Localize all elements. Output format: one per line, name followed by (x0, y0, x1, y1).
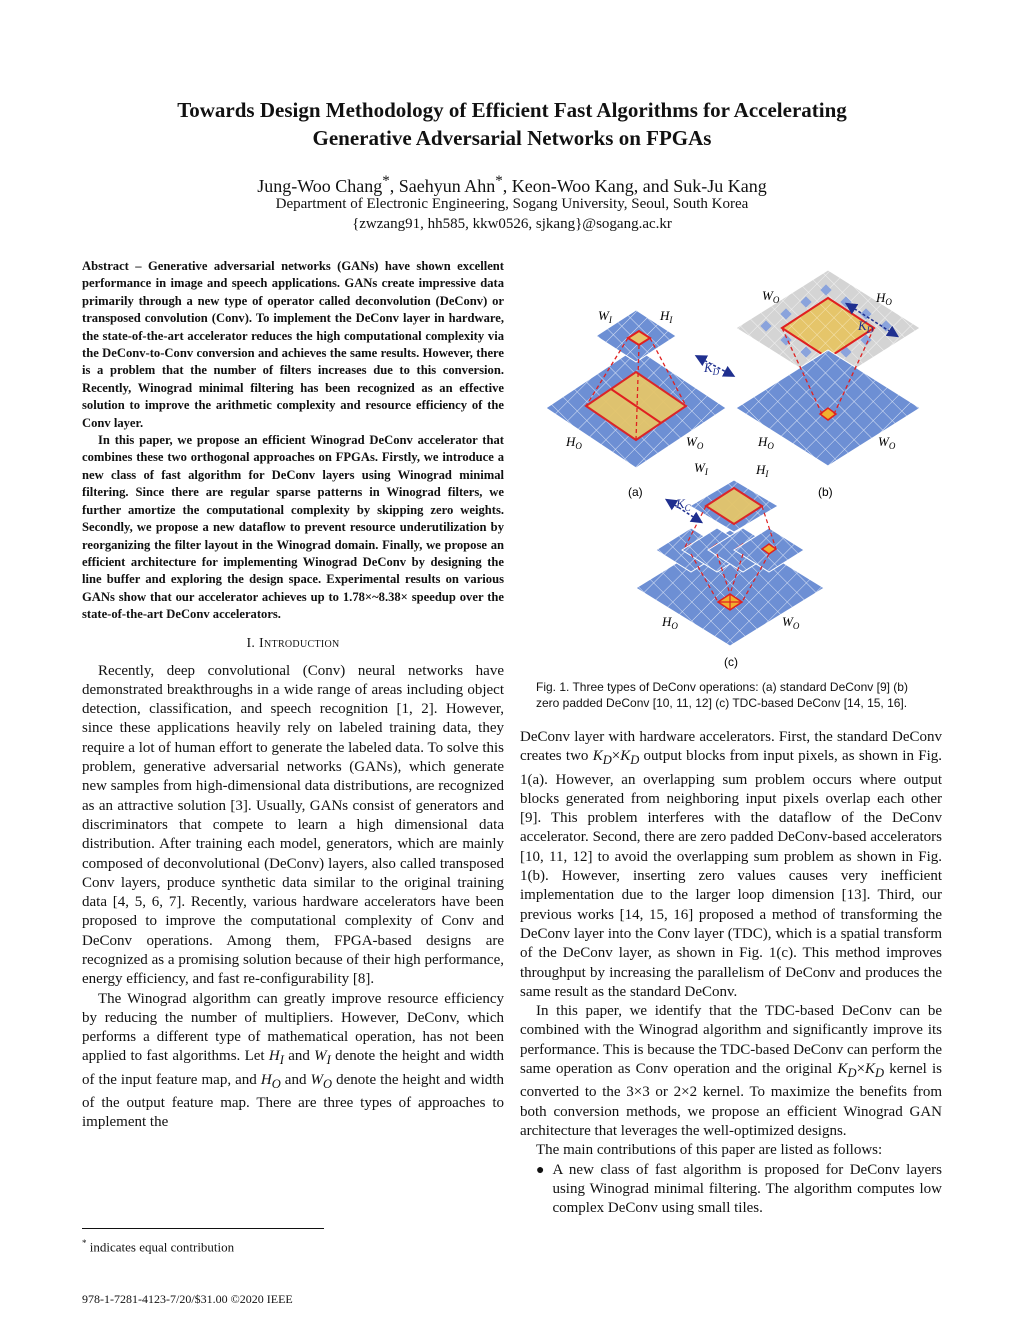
label-b-kd: $K_D$ (858, 318, 874, 335)
intro-paragraph-1: Recently, deep convolutional (Conv) neural networks have demonstrated breakthroughs in a wide range of areas including object detection, classification, and speech recognition [1, 2]. However, since these applications heavily rely on labeled training data, they require a lot of human effort to generate the labeled data. To solve this problem, generative adversarial networks (GANs), which generate new samples from high-dimensional data distributions, are recognized as an attractive solution [3]. Usually, GANs consist of generators and discriminators that compete to learn a high dimensional data distribution. After training each model, generators, which are mainly composed of deconvolutional (DeConv) layers, also called transposed Conv layers, produce synthetic data similar to the original training data [4, 5, 6, 7]. Recently, various hardware accelerators have been proposed to improve the computational complexity of Conv and DeConv operations. Among them, FPGA-based designs are recognized as a promising solution because of their high performance, energy efficiency, and fast re-configurability [8]. (82, 662, 504, 988)
right-paragraph-1 (520, 728, 942, 1002)
fig-panel-c (636, 460, 824, 669)
intro-p2-text-d: and (280, 1071, 311, 1088)
author-2: Saehyun Ahn (398, 176, 496, 196)
intro-p2-text-c: denote the height and width of the input feature map, and (82, 1048, 504, 1088)
intro-p2-text-a: The Winograd algorithm can greatly improve resource efficiency by reducing the number of multipliers. However, DeConv, which performs a different type of mathematical operation, has not been applied to fast algorithms. Let (82, 990, 504, 1065)
title-line-2: Generative Adversarial Networks on FPGAs (312, 126, 712, 150)
symbol-k: K (837, 1061, 848, 1078)
figure-1-caption: Fig. 1. Three types of DeConv operations: (a) standard DeConv [9] (b) zero padded DeConv [10, 11, 12] (c) TDC-based DeConv [14, 15, 16]. (536, 680, 908, 710)
symbol-k: K (592, 748, 603, 765)
left-column (82, 258, 504, 1133)
times-sign: × (611, 748, 621, 765)
label-b-wo2: $W_O$ (878, 434, 896, 451)
symbol-k: K (620, 748, 631, 765)
label-a-ho: $H_O$ (566, 434, 582, 451)
figure-1 (520, 258, 944, 678)
contribution-bullet-1 (520, 1161, 942, 1219)
equal-contribution-mark-1: * (382, 173, 390, 189)
symbol-sub: D (875, 1066, 885, 1081)
label-c-kc: $K_C$ (676, 496, 691, 513)
label-c-wo: $W_O$ (782, 614, 800, 631)
label-c-hi: $H_I$ (756, 462, 769, 479)
footnote (82, 1238, 234, 1255)
symbol-sub: D (630, 753, 640, 768)
symbol-w: W (314, 1048, 327, 1065)
footnote-divider (82, 1228, 324, 1229)
label-c-ho: $H_O$ (662, 614, 678, 631)
label-c-wi: $W_I$ (694, 460, 708, 477)
right-column (520, 728, 942, 1218)
symbol-h: H (260, 1071, 272, 1088)
label-a-wo: $W_O$ (686, 434, 704, 451)
abstract (82, 258, 504, 624)
paper-title (80, 96, 944, 152)
panel-a-tag: (a) (628, 485, 643, 499)
bullet-dot-icon: ● (536, 1162, 545, 1178)
right-p1-text-b: output blocks from input pixels, as shown in Fig. 1(a). However, an overlapping sum problem occurs where output blocks generated from neighboring input pixels overlap each other [9]. This problem interferes with the dataflow of the DeConv accelerator. Second, there are zero padded DeConv-based accelerators [10, 11, 12] to avoid the overlapping sum problem as shown in Fig. 1(b). However, inserting zero values causes very inefficient implementation due to the larger loop dimension [13]. Third, our previous works [14, 15, 16] proposed a method of transforming the DeConv layer into the Conv layer (TDC), which is a spatial transform of the DeConv layer, as shown in Fig. 1(c). This method improves throughput by increasing the parallelism of DeConv and produces the same result as the standard DeConv. (520, 748, 942, 1000)
label-a-hi: $H_I$ (660, 308, 673, 325)
symbol-sub: O (271, 1076, 281, 1091)
introduction-text (82, 662, 504, 1133)
right-column-text (520, 728, 942, 1218)
copyright-notice: 978-1-7281-4123-7/20/$31.00 ©2020 IEEE (82, 1292, 293, 1306)
author-list (80, 170, 944, 197)
symbol-h: H (268, 1048, 280, 1065)
symbol-w: W (310, 1071, 324, 1088)
equal-contribution-mark-2: * (495, 173, 503, 189)
figure-1-diagram (520, 258, 944, 678)
label-b-ho: $H_O$ (876, 290, 892, 307)
symbol-sub: D (602, 753, 612, 768)
symbol-sub: D (847, 1066, 857, 1081)
intro-p2-text-b: and (283, 1048, 315, 1065)
label-b-ho2: $H_O$ (758, 434, 774, 451)
footnote-text: indicates equal contribution (86, 1239, 235, 1255)
right-p2-text-a: In this paper, we identify that the TDC-based DeConv can be combined with the Winograd algorithm and significantly improve its performance. This is because the TDC-based DeConv can perform the same operation as Conv operation and the original (520, 1003, 942, 1078)
panel-c-tag: (c) (724, 655, 738, 669)
footnote-mark: * (82, 1238, 87, 1248)
section-title: Introduction (259, 635, 340, 651)
bullet-1-text: A new class of fast algorithm is proposed for DeConv layers using Winograd minimal filtering. The algorithm computes low complex DeConv using small tiles. (552, 1161, 942, 1217)
abstract-paragraph-2: In this paper, we propose an efficient Winograd DeConv accelerator that combines these two orthogonal approaches on FPGAs. Firstly, we introduce a new class of fast algorithm for DeConv layers using Winograd minimal filtering. Since there are regular sparse patterns in Winograd filters, we further amortize the computational complexity by skipping zero weights. Secondly, we propose a new dataflow to prevent resource underutilization by reorganizing the filter layout in the Winograd domain. Finally, we propose an efficient architecture for implementing Winograd DeConv by designing the line buffer and exploring the design space. Experimental results on various GANs show that our accelerator achieves up to 1.78×~8.38× speedup over the state-of-the-art DeConv accelerators. (82, 433, 504, 622)
times-sign: × (856, 1061, 866, 1078)
label-b-wo: $W_O$ (762, 288, 780, 305)
right-p2-text-b: kernel is converted to the 3×3 or 2×2 kernel. To maximize the benefits from both conversion methods, we propose an efficient Winograd GAN architecture that leverages the well-optimized designs. (520, 1061, 943, 1139)
symbol-sub: I (326, 1053, 331, 1068)
intro-paragraph-2 (82, 990, 504, 1133)
title-line-1: Towards Design Methodology of Efficient Fast Algorithms for Accelerating (177, 98, 847, 122)
remaining-authors: , Keon-Woo Kang, and Suk-Ju Kang (502, 176, 767, 196)
panel-b-tag: (b) (818, 485, 833, 499)
label-a-kd: $K_D$ (704, 360, 720, 377)
label-a-wi: $W_I$ (598, 308, 612, 325)
abstract-paragraph-1: Abstract – Generative adversarial networks (GANs) have shown excellent performance in image and speech applications. GANs create impressive data primarily through a new type of operator called deconvolution (DeConv) or transposed convolution (Conv). To implement the DeConv layer in hardware, the state-of-the-art accelerator reduces the high computational complexity via the DeConv-to-Conv conversion and achieves the same results. However, there is a problem that the number of filters increases due to this conversion. Recently, Winograd minimal filtering has been recognized as an effective solution to improve the arithmetic complexity and resource efficiency of the Conv layer. (82, 259, 504, 430)
right-paragraph-3: The main contributions of this paper are listed as follows: (536, 1142, 883, 1159)
symbol-sub: I (279, 1053, 284, 1068)
intro-p2-text-e: denote the height and width of the output feature map. There are three types of approaches to implement the (82, 1071, 504, 1131)
symbol-sub: O (323, 1076, 333, 1091)
right-p1-text-a: DeConv layer with hardware accelerators. First, the standard DeConv creates two (520, 729, 942, 765)
affiliation: Department of Electronic Engineering, Sogang University, Seoul, South Korea (275, 196, 749, 212)
section-number: I. (246, 635, 256, 651)
author-1: Jung-Woo Chang (257, 176, 383, 196)
author-separator: , (389, 176, 399, 196)
section-heading-introduction (82, 636, 504, 652)
symbol-k: K (865, 1061, 876, 1078)
right-paragraph-2 (520, 1002, 942, 1141)
author-emails: {zwzang91, hh585, kkw0526, sjkang}@sogang.ac.kr (352, 216, 672, 232)
